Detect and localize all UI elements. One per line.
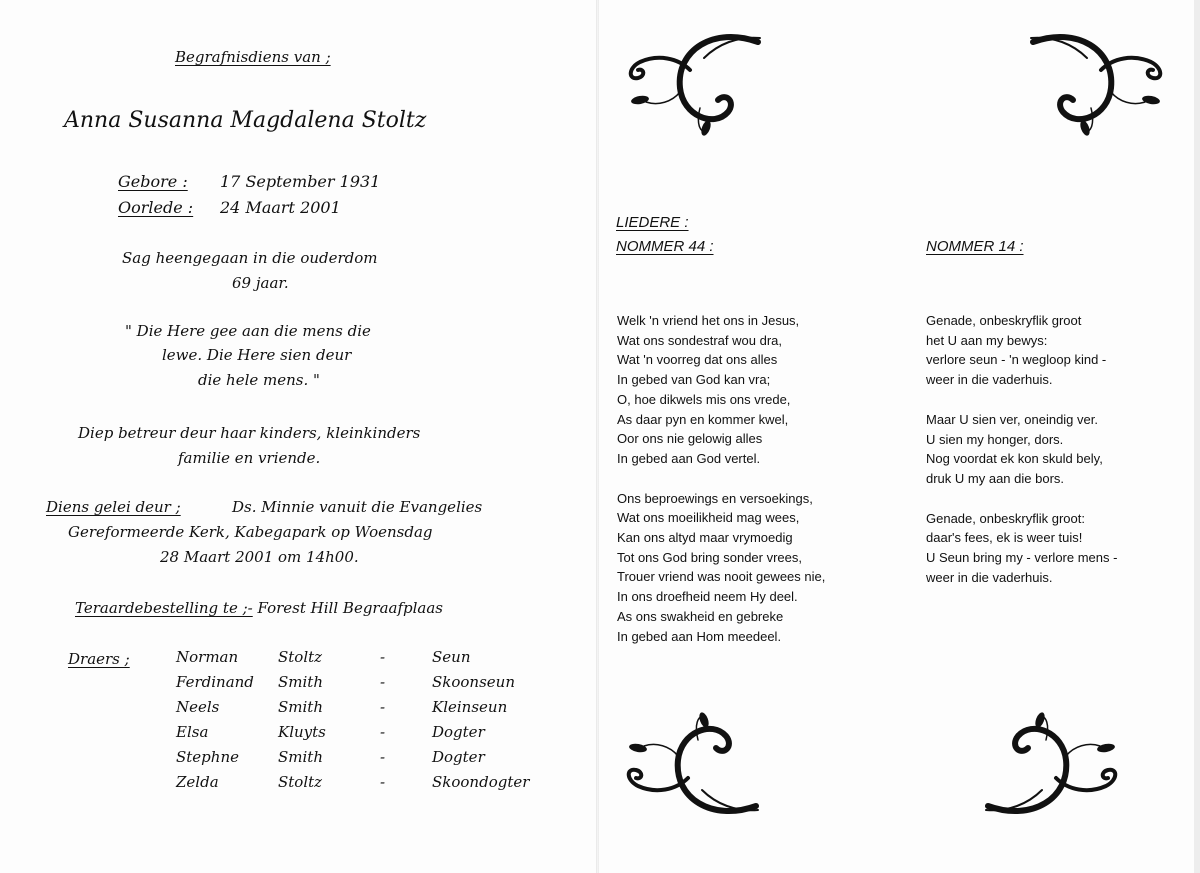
hymn-line: In gebed aan Hom meedeel. [617, 628, 782, 644]
born-label: Gebore : [118, 172, 188, 191]
bearer-relation: Dogter [432, 723, 485, 741]
flourish-ornament-icon [1023, 28, 1173, 136]
hymn-line: weer in die vaderhuis. [926, 569, 1053, 585]
bearer-dash: - [380, 648, 386, 666]
right-page [598, 0, 1200, 873]
hymn-line: Kan ons altyd maar vrymoedig [617, 530, 793, 546]
bearer-dash: - [380, 773, 386, 791]
bearer-last-name: Kluyts [278, 723, 326, 741]
hymn-line: druk U my aan die bors. [926, 470, 1065, 486]
died-date: 24 Maart 2001 [220, 198, 341, 217]
left-page [0, 0, 598, 873]
burial-place: Forest Hill Begraafplaas [257, 599, 444, 617]
deceased-name: Anna Susanna Magdalena Stoltz [64, 108, 427, 133]
mourned-line-2: familie en vriende. [178, 449, 321, 467]
hymn-line: In gebed van God kan vra; [617, 372, 771, 388]
burial-line [75, 599, 443, 617]
hymn-line: Genade, onbeskryflik groot: [926, 510, 1085, 526]
burial-label: Teraardebestelling te ;- [75, 599, 253, 617]
hymn-line: In ons droefheid neem Hy deel. [617, 589, 798, 605]
hymn-line: Wat 'n voorreg dat ons alles [617, 352, 778, 368]
hymn-14-title: NOMMER 14 : [926, 238, 1024, 255]
hymn-line: het U aan my bewys: [926, 332, 1048, 348]
verse-line-2: lewe. Die Here sien deur [162, 346, 352, 364]
service-heading: Begrafnisdiens van ; [175, 48, 331, 66]
bearer-relation: Kleinseun [432, 698, 508, 716]
bearer-dash: - [380, 748, 386, 766]
bearers-list [0, 648, 598, 798]
service-leader-line-3: 28 Maart 2001 om 14h00. [160, 548, 359, 566]
verse-line-1: " Die Here gee aan die mens die [125, 322, 371, 340]
hymn-line: U sien my honger, dors. [926, 431, 1064, 447]
hymn-14-text [926, 311, 1186, 587]
bearer-first-name: Zelda [176, 773, 219, 791]
verse-line-3: die hele mens. " [198, 371, 320, 389]
bearer-relation: Skoondogter [432, 773, 530, 791]
hymn-line: Genade, onbeskryflik groot [926, 313, 1082, 328]
bearer-last-name: Stoltz [278, 648, 323, 666]
hymn-line: As daar pyn en kommer kwel, [617, 411, 789, 427]
stanza-break [926, 489, 1186, 509]
stanza-break [926, 390, 1186, 410]
bearer-relation: Seun [432, 648, 471, 666]
bearer-first-name: Ferdinand [176, 673, 254, 691]
service-leader-line-2: Gereformeerde Kerk, Kabegapark op Woensdag [68, 523, 433, 541]
hymn-line: verlore seun - 'n wegloop kind - [926, 352, 1107, 368]
songs-label: LIEDERE : [616, 214, 689, 231]
bearer-last-name: Smith [278, 748, 323, 766]
bearer-dash: - [380, 723, 386, 741]
bearer-last-name: Stoltz [278, 773, 323, 791]
hymn-line: Nog voordat ek kon skuld bely, [926, 451, 1103, 467]
flourish-ornament-icon [618, 28, 768, 136]
bearers-label: Draers ; [68, 650, 130, 668]
hymn-line: Wat ons sondestraf wou dra, [617, 332, 782, 348]
hymn-line: Trouer vriend was nooit gewees nie, [617, 569, 826, 585]
hymn-line: O, hoe dikwels mis ons vrede, [617, 391, 791, 407]
flourish-ornament-icon [978, 712, 1128, 820]
bearer-first-name: Neels [176, 698, 220, 716]
stanza-break [617, 469, 907, 489]
bearer-last-name: Smith [278, 673, 323, 691]
hymn-line: weer in die vaderhuis. [926, 372, 1053, 388]
hymn-44-text [617, 311, 907, 646]
bearer-first-name: Elsa [176, 723, 209, 741]
hymn-line: Maar U sien ver, oneindig ver. [926, 411, 1098, 427]
flourish-ornament-icon [616, 712, 766, 820]
died-label: Oorlede : [118, 198, 194, 217]
bearer-last-name: Smith [278, 698, 323, 716]
hymn-line: U Seun bring my - verlore mens - [926, 550, 1118, 566]
hymn-line: Oor ons nie gelowig alles [617, 431, 763, 447]
hymn-line: In gebed aan God vertel. [617, 450, 761, 466]
hymn-line: Wat ons moeilikheid mag wees, [617, 510, 800, 526]
bearer-relation: Dogter [432, 748, 485, 766]
bearer-dash: - [380, 673, 386, 691]
hymn-44-title: NOMMER 44 : [616, 238, 714, 255]
bearer-first-name: Stephne [176, 748, 239, 766]
service-leader-line-1: Ds. Minnie vanuit die Evangelies [232, 498, 483, 516]
bearer-first-name: Norman [176, 648, 239, 666]
page-edge [1194, 0, 1200, 873]
hymn-line: As ons swakheid en gebreke [617, 608, 784, 624]
hymn-line: Ons beproewings en versoekings, [617, 490, 813, 506]
hymn-line: daar's fees, ek is weer tuis! [926, 530, 1083, 546]
bearer-dash: - [380, 698, 386, 716]
passing-line-2: 69 jaar. [232, 274, 289, 292]
hymn-line: Welk 'n vriend het ons in Jesus, [617, 313, 800, 328]
passing-line-1: Sag heengegaan in die ouderdom [122, 249, 378, 267]
born-date: 17 September 1931 [220, 172, 381, 191]
mourned-line-1: Diep betreur deur haar kinders, kleinkinders [78, 424, 421, 442]
service-leader-label: Diens gelei deur ; [46, 498, 181, 516]
bearer-relation: Skoonseun [432, 673, 515, 691]
hymn-line: Tot ons God bring sonder vrees, [617, 549, 802, 565]
